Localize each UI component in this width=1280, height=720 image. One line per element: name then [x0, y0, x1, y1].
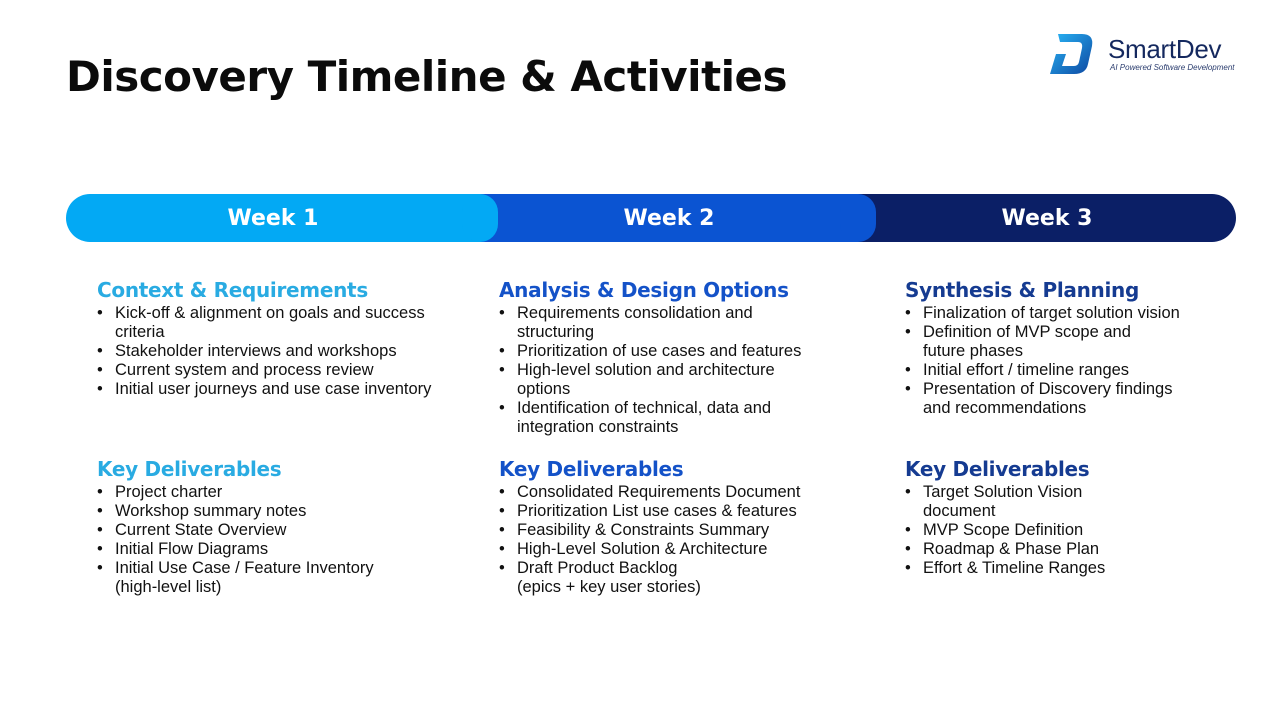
smartdev-logo-icon [1048, 32, 1096, 76]
list-item: • Presentation of Discovery findings and recommendations [905, 380, 1195, 418]
deliverables-heading: Key Deliverables [905, 457, 1090, 481]
list-item: • Target Solution Vision document [905, 483, 1123, 521]
logo-tagline: AI Powered Software Development [1110, 63, 1235, 72]
list-item: • Current system and process review [97, 361, 477, 380]
list-item: • Initial effort / timeline ranges [905, 361, 1195, 380]
activities-list [905, 304, 1195, 418]
smartdev-logo [1048, 32, 1244, 76]
list-item: • Finalization of target solution vision [905, 304, 1195, 323]
list-item: • Consolidated Requirements Document [499, 483, 889, 502]
list-item: • Requirements consolidation and structuring [499, 304, 814, 342]
list-item: • Initial Use Case / Feature Inventory (high-level list) [97, 559, 415, 597]
list-item: • Effort & Timeline Ranges [905, 559, 1235, 578]
activities-heading: Synthesis & Planning [905, 278, 1139, 302]
deliverables-list [499, 483, 889, 578]
list-item: • Initial Flow Diagrams [97, 540, 477, 559]
timeline-week-2 [480, 194, 858, 242]
list-item: • Current State Overview [97, 521, 477, 540]
list-item: • Prioritization of use cases and features [499, 342, 857, 361]
deliverables-heading: Key Deliverables [499, 457, 684, 481]
week-2-label: Week 2 [623, 205, 715, 231]
list-item: • Feasibility & Constraints Summary [499, 521, 889, 540]
week-2-column [499, 278, 889, 596]
list-item: • Stakeholder interviews and workshops [97, 342, 477, 361]
list-item: • Initial user journeys and use case inventory [97, 380, 477, 399]
week-3-label: Week 3 [1001, 205, 1093, 231]
week-1-label: Week 1 [227, 205, 319, 231]
week-1-column [97, 278, 477, 596]
activities-list [499, 304, 814, 437]
list-item: • Kick-off & alignment on goals and success criteria [97, 304, 477, 342]
activities-heading: Context & Requirements [97, 278, 368, 302]
activities-list [97, 304, 477, 399]
timeline-week-1 [66, 194, 480, 242]
deliverables-list [905, 483, 1235, 578]
deliverables-note: (epics + key user stories) [517, 578, 701, 596]
activities-heading: Analysis & Design Options [499, 278, 789, 302]
list-item: • Draft Product Backlog [499, 559, 889, 578]
list-item: • Workshop summary notes [97, 502, 477, 521]
timeline-week-3 [858, 194, 1236, 242]
deliverables-list [97, 483, 477, 597]
list-item: • Definition of MVP scope and future phases [905, 323, 1173, 361]
logo-name: SmartDev [1108, 34, 1222, 64]
page-title: Discovery Timeline & Activities [66, 52, 788, 101]
list-item: • High-Level Solution & Architecture [499, 540, 889, 559]
list-item: • Identification of technical, data and integration constraints [499, 399, 814, 437]
list-item: • Roadmap & Phase Plan [905, 540, 1235, 559]
timeline-bar [66, 194, 1236, 242]
list-item: • Prioritization List use cases & features [499, 502, 889, 521]
list-item: • Project charter [97, 483, 477, 502]
deliverables-heading: Key Deliverables [97, 457, 282, 481]
list-item: • High-level solution and architecture options [499, 361, 814, 399]
week-3-column [905, 278, 1235, 577]
list-item: • MVP Scope Definition [905, 521, 1235, 540]
